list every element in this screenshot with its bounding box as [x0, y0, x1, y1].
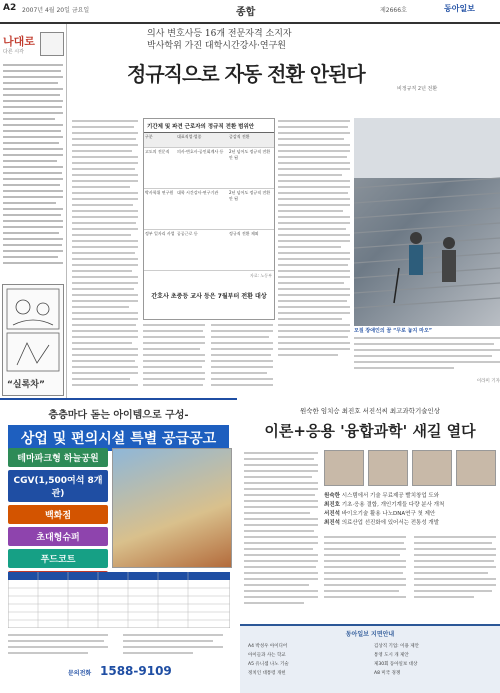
right-text-lines-2 [324, 534, 496, 610]
news-photo [354, 118, 500, 326]
page-guide-item[interactable]: A4 박성우 아이디어 [248, 644, 288, 649]
column-body [3, 62, 63, 272]
ad-phone-label: 문의전화 [68, 670, 92, 677]
cartoon-drawing [3, 285, 63, 375]
columnist-portrait [40, 32, 64, 56]
laureate-item [324, 519, 496, 528]
editorial-cartoon [2, 284, 64, 396]
laureate-desc: 기초·응용 결합, 개인기계들 다량 분사 개척 [341, 502, 445, 508]
portrait [368, 450, 408, 486]
real-estate-ad [0, 398, 237, 693]
right-kicker: 원숙한 임치승 최진호 서진석씨 최고과학기술인상 [299, 407, 441, 415]
table-header-row [144, 133, 274, 148]
caption-text-lines [354, 335, 500, 375]
laureate-item [324, 492, 496, 501]
photo-credit: 이라미 기자 [476, 379, 500, 384]
page-header [0, 0, 500, 24]
laureate-desc: 의료산업 선진화에 있어서는 전통성 개발 [341, 520, 440, 526]
right-headline: 이론+응용 '융합과학' 새길 열다 [264, 422, 476, 440]
table-cell: 대학 시간강사·연구기관 [177, 190, 219, 195]
page-guide-item[interactable]: A5 유니셈 나노 기술 [248, 662, 289, 667]
left-column [0, 24, 67, 399]
headline-sub: 비정규직 2년 전환 [397, 86, 438, 92]
page-guide-item[interactable]: 아이들과 사는 학교 [248, 653, 286, 658]
ad-item-list [8, 448, 108, 590]
issue-date: 2007년 4월 20일 금요일 [22, 7, 90, 14]
table-source: 자료: 노동부 [250, 273, 272, 278]
laureate-name: 원숙한 [324, 493, 340, 499]
ad-tagline: 층층마다 돋는 아이템으로 구성- [48, 410, 189, 421]
page-guide [240, 624, 500, 693]
table-row [144, 189, 274, 230]
page-number: A2 [3, 3, 17, 13]
ad-phone: 1588-9109 [100, 664, 172, 678]
article-text-lines-1 [72, 118, 138, 393]
ad-item: 초대형슈퍼 [8, 527, 108, 546]
column-header [3, 30, 35, 56]
column-text-lines [3, 62, 63, 272]
table-cell: 정규직 전환 제외 [229, 231, 259, 236]
ad-fine-print [8, 632, 230, 662]
column-title: 나대로 [3, 35, 35, 48]
table-cell: 의사·변호사·공인회계사 등 [177, 149, 224, 154]
article-col-1 [72, 118, 138, 398]
page-guide-item[interactable]: 제30회 동아일보 대상 [374, 662, 418, 667]
ad-item: 푸드코트 [8, 549, 108, 568]
right-article [240, 398, 500, 691]
table-cell: 2년 넘어도 정규직 전환 안 됨 [229, 190, 271, 201]
ad-item: 테마파크형 하늘공원 [8, 448, 108, 467]
laureate-desc: 바이오기술 활용 나노DNA연구 첫 제안 [341, 511, 436, 517]
page-guide-title: 동아일보 지면안내 [345, 631, 395, 638]
column-subtitle: 다른 시각 [3, 49, 24, 55]
page-guide-item[interactable]: 김상직 기업: 이용 제안 [374, 644, 419, 649]
table-cell: 공공근로 등 [177, 231, 198, 236]
ad-table-grid [8, 572, 230, 628]
info-table-box [143, 118, 275, 320]
portrait [456, 450, 496, 486]
laureate-list [324, 492, 496, 528]
laureate-item [324, 501, 496, 510]
table-cell: 박사학위 연구원 [145, 190, 174, 195]
kicker-line-1: 의사 변호사등 16개 전문자격 소지자 [147, 29, 292, 39]
photo-scene [354, 118, 500, 326]
table-cell: 정부 일자리 사업 [145, 231, 175, 236]
table-header: 구분 [144, 133, 176, 148]
table-title: 기간제 및 파견 근로자의 정규직 전환 범위안 [144, 119, 274, 133]
laureate-desc: 시스템에서 기술 무료제공 빨치창업 도와 [341, 493, 440, 499]
article-text-lines-2 [143, 322, 273, 396]
page-guide-item[interactable]: 통영 도시 개 제안 [374, 653, 409, 658]
ad-photo-collage [112, 448, 232, 568]
table-header: 증감직 전환 [228, 133, 274, 148]
portrait [412, 450, 452, 486]
page-guide-item[interactable]: A8 미국 경쟁 [374, 671, 401, 676]
portrait [324, 450, 364, 486]
newspaper-logo: 동아일보 [444, 4, 475, 13]
laureate-item [324, 510, 496, 519]
photo-caption-title: 모질 장애인의 꿈 “무로 놓지 마오” [354, 328, 433, 334]
page-guide-list [240, 638, 500, 681]
section-title: 종합 [236, 7, 256, 18]
article-col-2 [143, 322, 273, 396]
issue-number: 제2666호 [380, 7, 407, 14]
main-article [72, 28, 500, 92]
photo-caption [354, 328, 500, 385]
laureate-name: 최진호 [324, 502, 340, 508]
table-header: 대표직업·업종 [176, 133, 228, 148]
kicker-line-2: 박사학위 가진 대학시간강사·연구원 [147, 41, 286, 51]
boxed-note: 간호사 초중등 교사 등은 7월부터 전환 대상 [151, 293, 267, 300]
ad-item: 백화점 [8, 505, 108, 524]
right-col-1 [244, 450, 318, 610]
laureate-portraits [324, 450, 496, 484]
ad-title-band: 상업 및 편의시설 특별 공급공고 [8, 425, 229, 451]
article-col-3 [278, 118, 350, 398]
right-col-2 [324, 534, 496, 610]
page-guide-item[interactable]: 정치인 대통령 개헌 [248, 671, 286, 676]
table-row [144, 148, 274, 189]
ad-fine-print-lines [8, 632, 230, 662]
laureate-name: 서진석 [324, 511, 340, 517]
table-cell: 2년 넘어도 정규직 전환 안 됨 [229, 149, 271, 160]
ad-price-table [8, 572, 230, 628]
ad-item: CGV(1,500여석 8개관) [8, 470, 108, 502]
article-text-lines-3 [278, 118, 350, 393]
cartoon-title: “실록차” [7, 380, 45, 390]
laureate-name: 최진석 [324, 520, 340, 526]
headline: 정규직으로 자동 전환 안된다 [127, 62, 365, 86]
table-cell: 고도의 전문직 [145, 149, 170, 154]
table-row [144, 230, 274, 271]
right-text-lines-1 [244, 450, 318, 610]
